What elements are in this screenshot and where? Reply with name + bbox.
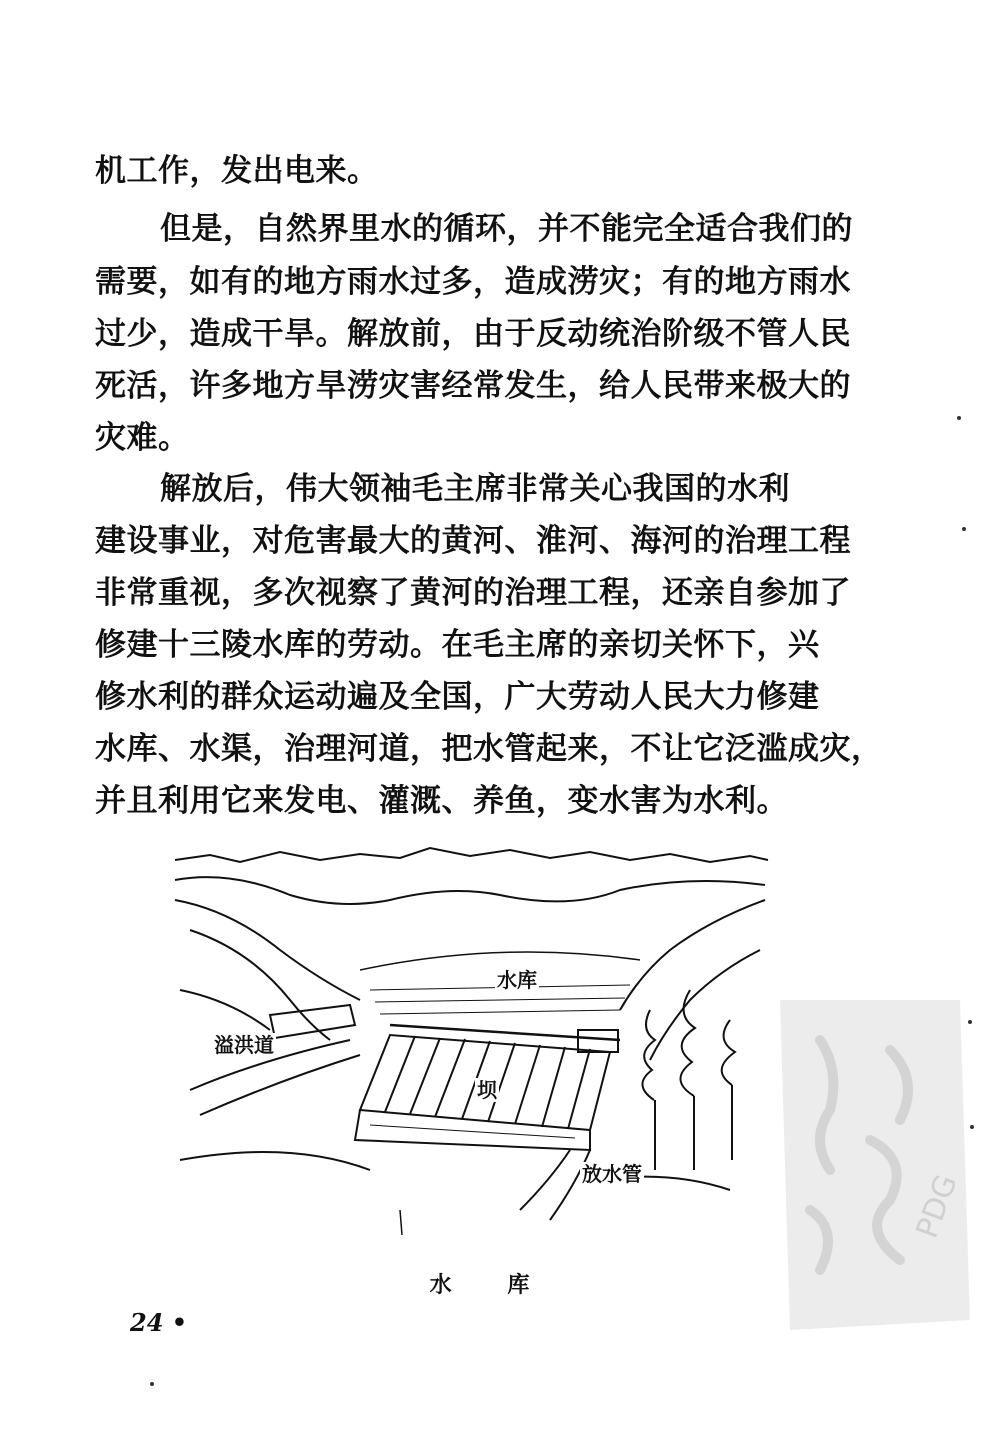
text-line-13: 并且利用它来发电、灌溉、养鱼，变水害为水利。 [95, 783, 788, 819]
text-line-5: 死活，许多地方旱涝灾害经常发生，给人民带来极大的 [95, 368, 851, 404]
text-line-3: 需要，如有的地方雨水过多，造成涝灾；有的地方雨水 [95, 264, 851, 300]
scan-speck [970, 1125, 974, 1129]
text-line-12: 水库、水渠，治理河道，把水管起来，不让它泛滥成灾， [95, 731, 883, 767]
pdg-watermark [770, 980, 980, 1340]
text-line-8: 建设事业，对危害最大的黄河、淮河、海河的治理工程 [95, 523, 851, 559]
pdg-seal-icon [770, 980, 980, 1340]
text-line-4: 过少，造成干旱。解放前，由于反动统治阶级不管人民 [95, 316, 851, 352]
page-number: 24 • [130, 1308, 188, 1337]
label-spillway: 溢洪道 [214, 1033, 274, 1057]
figure-caption: 水 库 [429, 1272, 554, 1298]
label-outlet-pipe: 放水管 [582, 1162, 642, 1186]
text-line-6: 灾难。 [95, 420, 190, 456]
label-reservoir: 水库 [497, 968, 537, 992]
scan-speck [962, 527, 966, 531]
scan-speck [968, 1020, 972, 1024]
label-dam: 坝 [477, 1078, 497, 1102]
text-line-9: 非常重视，多次视察了黄河的治理工程，还亲自参加了 [95, 575, 851, 611]
scan-speck [957, 416, 961, 420]
text-line-1: 机工作，发出电来。 [95, 153, 379, 189]
text-line-7: 解放后，伟大领袖毛主席非常关心我国的水利 [160, 471, 790, 507]
text-line-10: 修建十三陵水库的劳动。在毛主席的亲切关怀下，兴 [95, 627, 820, 663]
text-line-11: 修水利的群众运动遍及全国，广大劳动人民大力修建 [95, 679, 820, 715]
pdg-watermark-text: PDG [909, 1170, 965, 1243]
reservoir-illustration [170, 840, 770, 1240]
scan-speck [150, 1382, 154, 1386]
text-line-2: 但是，自然界里水的循环，并不能完全适合我们的 [160, 211, 853, 247]
